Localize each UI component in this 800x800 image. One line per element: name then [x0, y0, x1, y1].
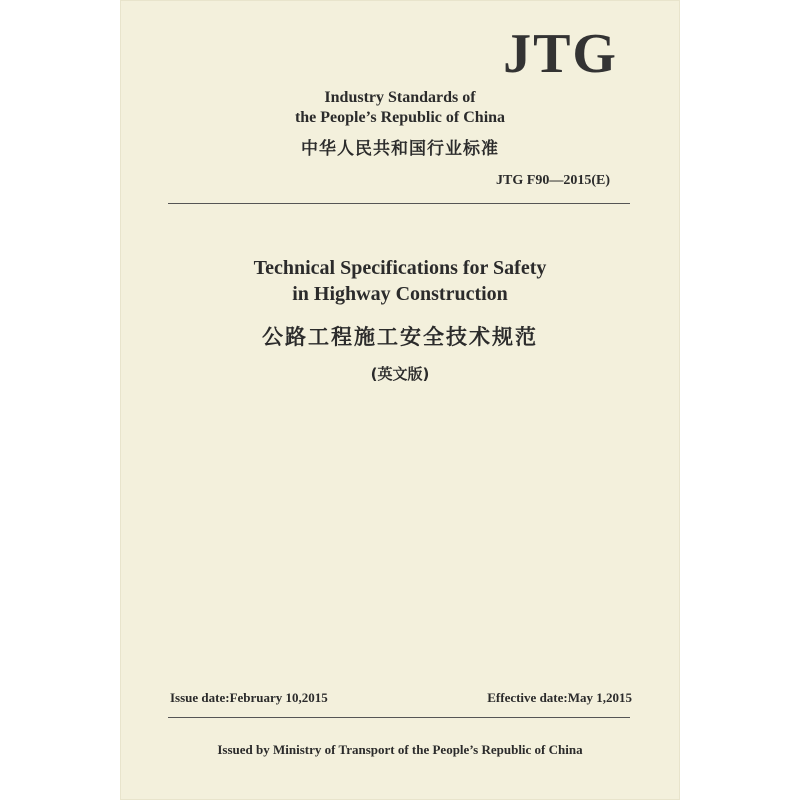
jtg-logo: JTG: [503, 23, 618, 85]
standard-en-line1: Industry Standards of: [324, 89, 476, 106]
title-cn: 公路工程施工安全技术规范: [262, 325, 538, 349]
edition-label: (英文版): [370, 365, 430, 383]
title-block: [120, 255, 680, 384]
standard-en-line2: the People’s Republic of China: [294, 109, 506, 126]
issue-date: Issue date:February 10,2015: [170, 690, 328, 705]
top-divider: [168, 203, 630, 204]
standard-code: JTG F90—2015(E): [496, 173, 610, 188]
title-en-line1: Technical Specifications for Safety: [253, 257, 547, 279]
effective-date: Effective date:May 1,2015: [487, 690, 632, 705]
standard-cn: 中华人民共和国行业标准: [301, 139, 499, 159]
bottom-divider: [168, 717, 630, 718]
title-en-line2: in Highway Construction: [292, 283, 508, 305]
book-cover: [120, 0, 680, 800]
issuer: Issued by Ministry of Transport of the People’s Republic of China: [217, 742, 583, 757]
standard-header: [120, 88, 680, 159]
